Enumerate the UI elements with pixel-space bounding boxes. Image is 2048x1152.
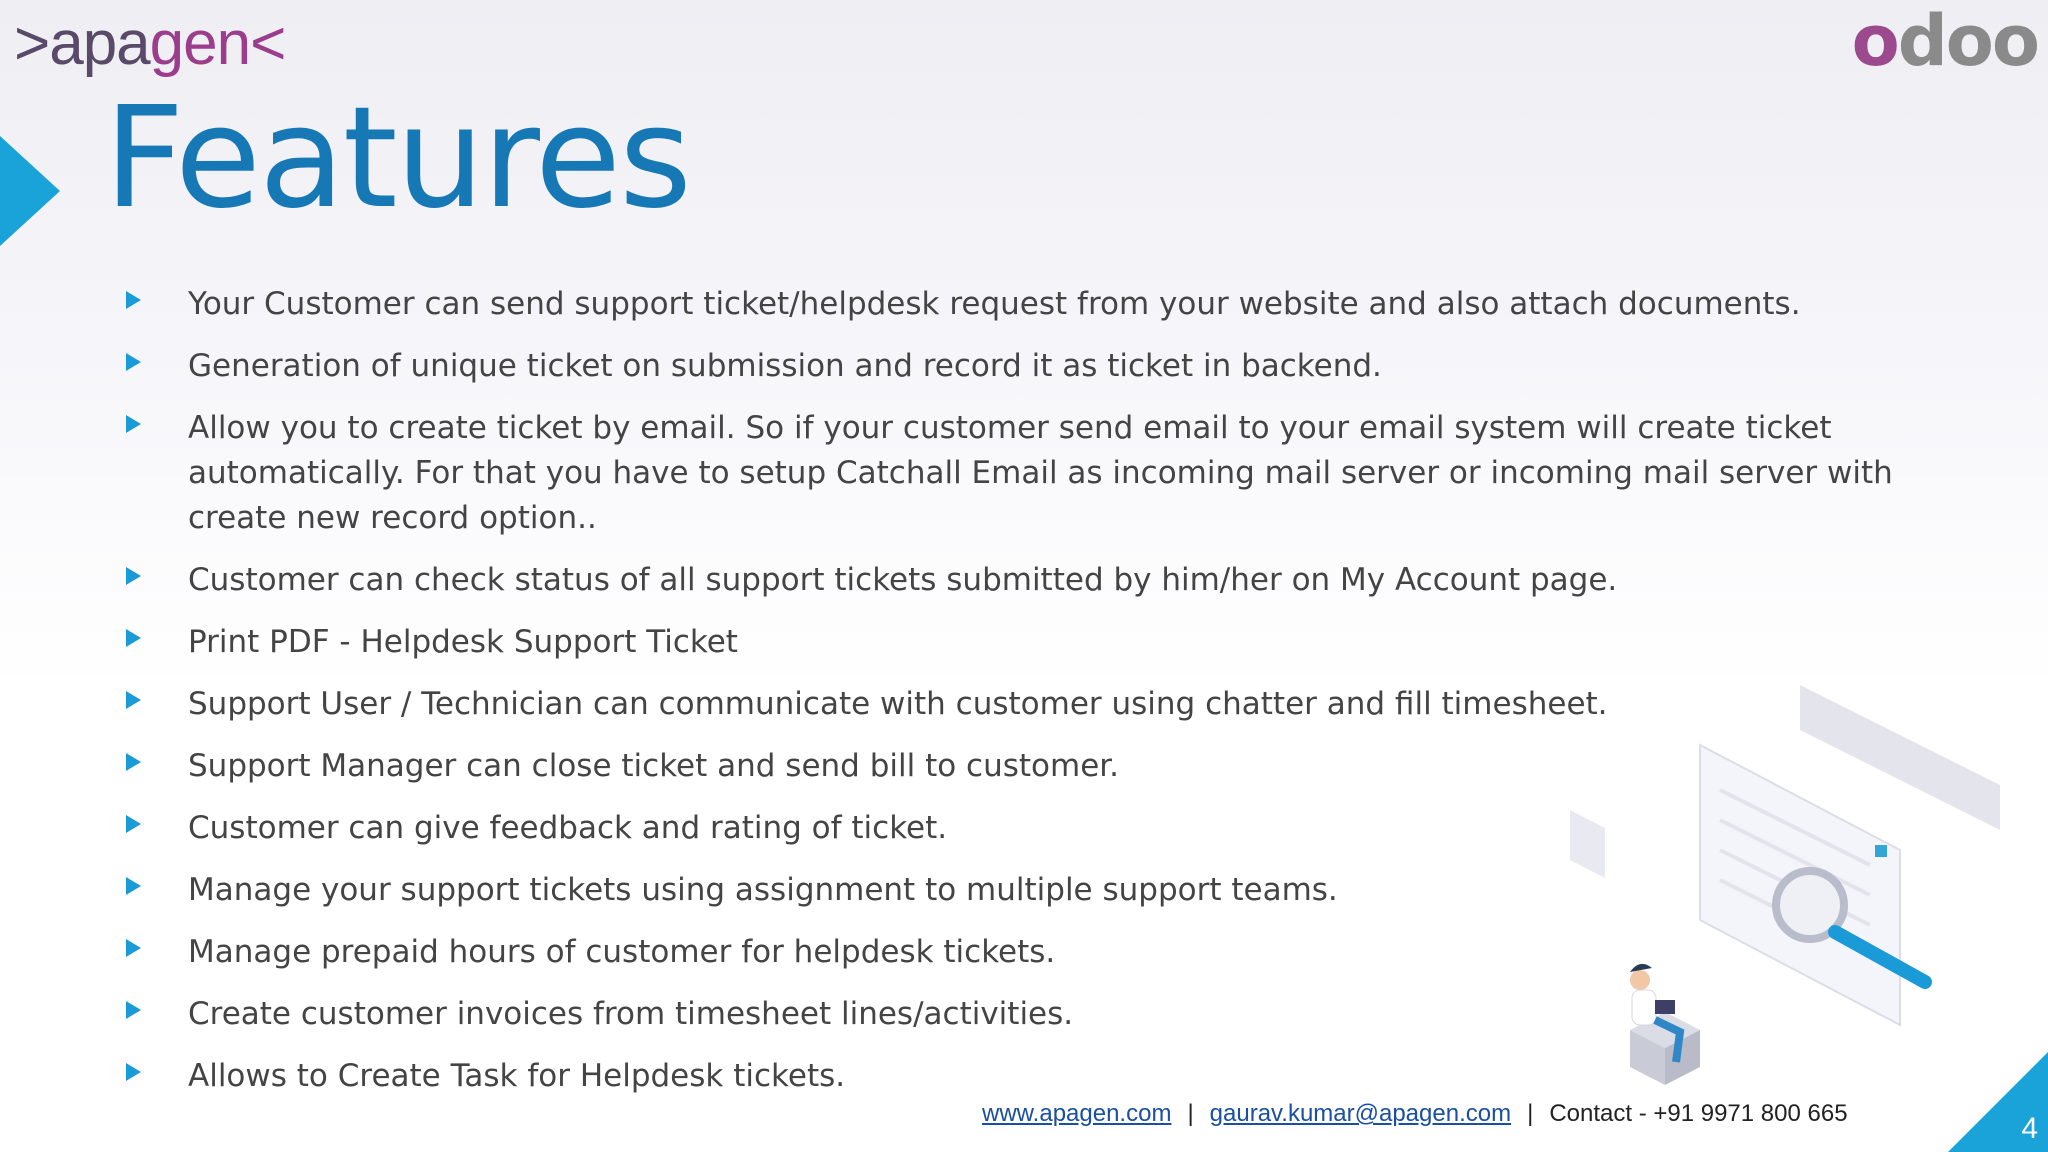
feature-text: Manage prepaid hours of customer for helpdesk tickets. bbox=[188, 934, 1056, 970]
apagen-logo-accent: gen< bbox=[149, 9, 286, 78]
apagen-logo bbox=[14, 8, 285, 79]
play-bullet-icon bbox=[126, 353, 141, 371]
apagen-logo-prefix: >apa bbox=[14, 9, 150, 78]
feature-text: Customer can check status of all support tickets submitted by him/her on My Account page. bbox=[188, 562, 1618, 598]
feature-text: Allows to Create Task for Helpdesk tickets. bbox=[188, 1058, 846, 1094]
magnifier-illustration bbox=[1560, 660, 2020, 1110]
footer-separator: | bbox=[1187, 1100, 1194, 1127]
page-number: 4 bbox=[2021, 1112, 2038, 1145]
email-link[interactable]: gaurav.kumar@apagen.com bbox=[1209, 1100, 1512, 1127]
contact-text: Contact - +91 9971 800 665 bbox=[1549, 1100, 1848, 1127]
feature-text: Support Manager can close ticket and send bill to customer. bbox=[188, 748, 1120, 784]
feature-text: Your Customer can send support ticket/helpdesk request from your website and also attach documents. bbox=[188, 286, 1801, 322]
feature-item bbox=[122, 406, 1942, 541]
footer-separator: | bbox=[1527, 1100, 1534, 1127]
feature-item bbox=[122, 558, 1942, 603]
play-bullet-icon bbox=[126, 567, 141, 585]
play-bullet-icon bbox=[126, 415, 141, 433]
feature-text: Manage your support tickets using assignment to multiple support teams. bbox=[188, 872, 1338, 908]
feature-text: Generation of unique ticket on submission and record it as ticket in backend. bbox=[188, 348, 1382, 384]
play-bullet-icon bbox=[126, 753, 141, 771]
website-link[interactable]: www.apagen.com bbox=[982, 1100, 1172, 1127]
play-bullet-icon bbox=[126, 939, 141, 957]
play-bullet-icon bbox=[126, 291, 141, 309]
feature-item bbox=[122, 344, 1942, 389]
feature-text: Allow you to create ticket by email. So if your customer send email to your email system will create ticket automatically. For that you have to setup Catchall Email as incoming mail server or incoming mail server with create new record option.. bbox=[188, 410, 1893, 536]
odoo-logo bbox=[1852, 0, 2038, 82]
feature-item bbox=[122, 620, 1942, 665]
odoo-logo-first: o bbox=[1851, 0, 1898, 82]
play-bullet-icon bbox=[126, 691, 141, 709]
slide-title: Features bbox=[104, 77, 690, 240]
feature-item bbox=[122, 282, 1942, 327]
feature-text: Create customer invoices from timesheet lines/activities. bbox=[188, 996, 1074, 1032]
footer-contact bbox=[982, 1100, 1848, 1128]
feature-text: Print PDF - Helpdesk Support Ticket bbox=[188, 624, 738, 660]
play-bullet-icon bbox=[126, 1001, 141, 1019]
play-bullet-icon bbox=[126, 815, 141, 833]
play-bullet-icon bbox=[126, 629, 141, 647]
play-bullet-icon bbox=[126, 877, 141, 895]
feature-text: Customer can give feedback and rating of ticket. bbox=[188, 810, 948, 846]
decorative-arrow bbox=[0, 136, 60, 246]
feature-text: Support User / Technician can communicate with customer using chatter and fill timesheet. bbox=[188, 686, 1608, 722]
odoo-logo-rest: doo bbox=[1897, 0, 2038, 82]
play-bullet-icon bbox=[126, 1063, 141, 1081]
